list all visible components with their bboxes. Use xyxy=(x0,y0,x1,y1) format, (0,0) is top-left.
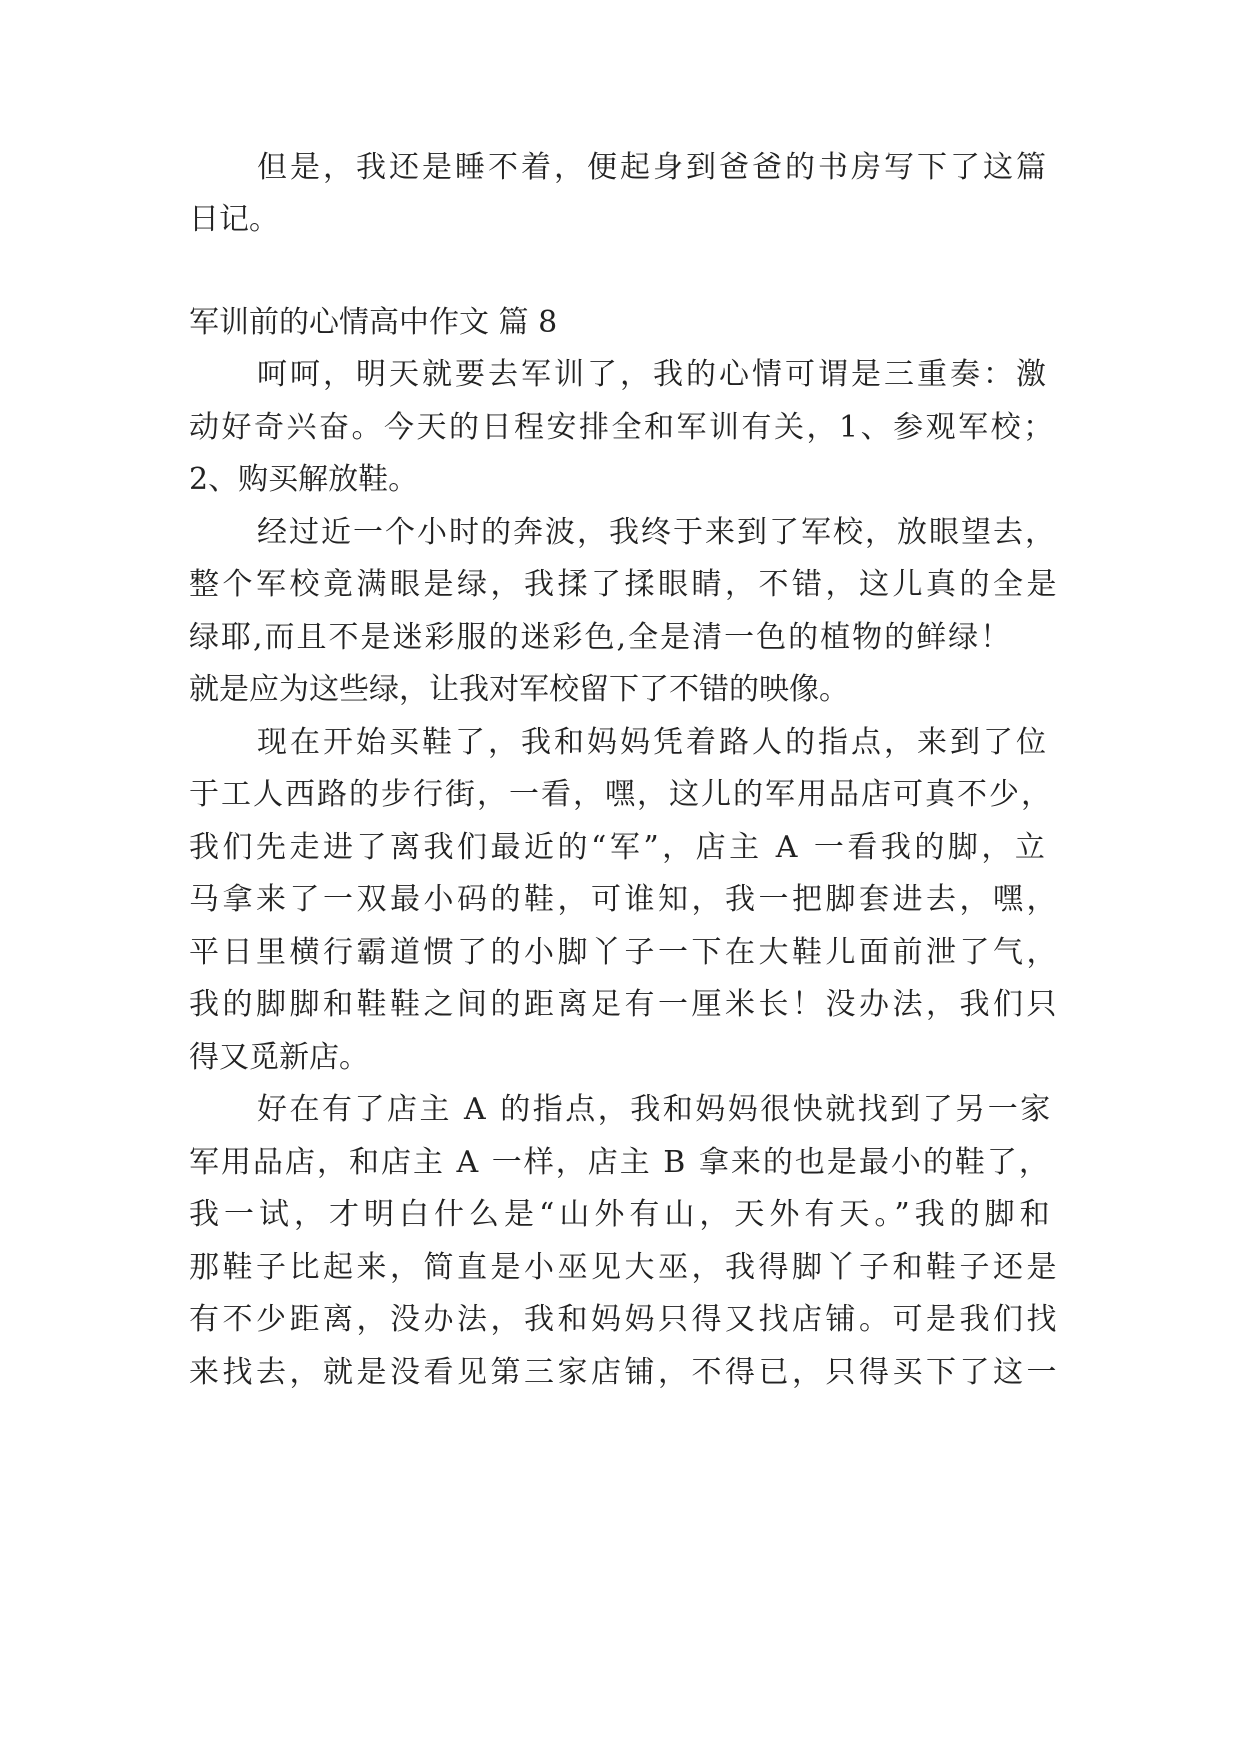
paragraph-line: 好在有了店主 A 的指点，我和妈妈很快就找到了另一家 xyxy=(257,1092,1053,1127)
paragraph-line: 那鞋子比起来，简直是小巫见大巫，我得脚丫子和鞋子还是 xyxy=(189,1250,1060,1285)
paragraph-line: 来找去，就是没看见第三家店铺，不得已，只得买下了这一 xyxy=(189,1355,1060,1390)
paragraph-line: 2、购买解放鞋。 xyxy=(189,462,419,497)
paragraph-line: 我们先走进了离我们最近的“军”，店主 A 一看我的脚，立 xyxy=(189,830,1049,865)
paragraph-line: 但是，我还是睡不着，便起身到爸爸的书房写下了这篇 xyxy=(257,150,1049,185)
paragraph-line: 现在开始买鞋了，我和妈妈凭着路人的指点，来到了位 xyxy=(257,725,1049,760)
paragraph-line: 日记。 xyxy=(189,202,279,237)
paragraph-line: 有不少距离，没办法，我和妈妈只得又找店铺。可是我们找 xyxy=(189,1302,1060,1337)
paragraph-line: 于工人西路的步行街，一看，嘿，这儿的军用品店可真不少， xyxy=(189,777,1053,812)
paragraph-line: 得又觅新店。 xyxy=(189,1040,369,1075)
section-heading: 军训前的心情高中作文 篇 8 xyxy=(189,305,558,340)
paragraph-line: 绿耶,而且不是迷彩服的迷彩色,全是清一色的植物的鲜绿！ xyxy=(189,620,1013,655)
paragraph-line: 平日里横行霸道惯了的小脚丫子一下在大鞋儿面前泄了气， xyxy=(189,935,1060,970)
paragraph-line: 我一试，才明白什么是“山外有山，天外有天。”我的脚和 xyxy=(189,1197,1055,1232)
paragraph-line: 整个军校竟满眼是绿，我揉了揉眼睛，不错，这儿真的全是 xyxy=(189,567,1060,602)
paragraph-line: 我的脚脚和鞋鞋之间的距离足有一厘米长！没办法，我们只 xyxy=(189,987,1060,1022)
paragraph-line: 军用品店，和店主 A 一样，店主 B 拿来的也是最小的鞋了， xyxy=(189,1145,1051,1180)
paragraph-line: 呵呵，明天就要去军训了，我的心情可谓是三重奏：激 xyxy=(257,357,1049,392)
paragraph-line: 就是应为这些绿，让我对军校留下了不错的映像。 xyxy=(189,672,849,707)
paragraph-line: 经过近一个小时的奔波，我终于来到了军校，放眼望去， xyxy=(257,515,1057,550)
paragraph-line: 动好奇兴奋。今天的日程安排全和军训有关，1、参观军校； xyxy=(189,410,1056,445)
paragraph-line: 马拿来了一双最小码的鞋，可谁知，我一把脚套进去，嘿， xyxy=(189,882,1060,917)
